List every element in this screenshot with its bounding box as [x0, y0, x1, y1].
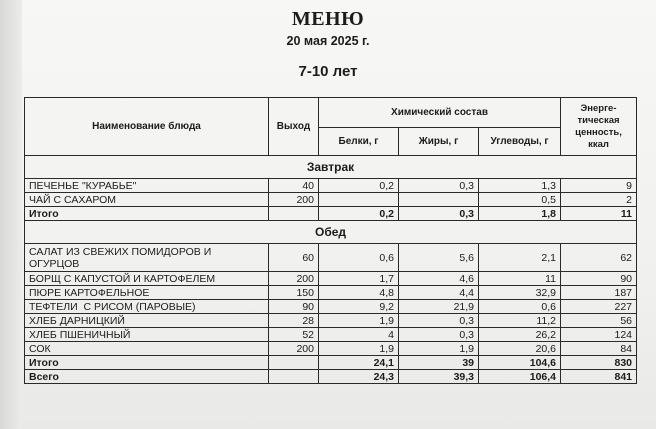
dish-protein [319, 193, 399, 207]
dish-carbs: 0,5 [479, 193, 561, 207]
dish-carbs: 20,6 [479, 342, 561, 356]
section-row-breakfast [25, 156, 637, 179]
dish-carbs: 0,6 [479, 300, 561, 314]
subtotal-label: Итого [25, 207, 269, 221]
dish-name: ТЕФТЕЛИ С РИСОМ (ПАРОВЫЕ) [25, 300, 269, 314]
dish-fat: 0,3 [399, 314, 479, 328]
dish-output: 200 [269, 272, 319, 286]
header-row-1 [25, 98, 637, 128]
menu-table [24, 97, 637, 384]
dish-carbs: 11,2 [479, 314, 561, 328]
dish-name: ЧАЙ С САХАРОМ [25, 193, 269, 207]
dish-output: 52 [269, 328, 319, 342]
dish-protein: 1,7 [319, 272, 399, 286]
dish-fat: 0,3 [399, 328, 479, 342]
energy-header-text: Энерге-тическая ценность, ккал [575, 102, 622, 150]
dish-carbs: 1,3 [479, 179, 561, 193]
dish-fat: 4,6 [399, 272, 479, 286]
subtotal-fat: 0,3 [399, 207, 479, 221]
dish-carbs: 32,9 [479, 286, 561, 300]
dish-output: 40 [269, 179, 319, 193]
dish-fat: 0,3 [399, 179, 479, 193]
grand-total-row [25, 370, 637, 384]
dish-protein: 1,9 [319, 314, 399, 328]
table-row [25, 342, 637, 356]
dish-energy: 9 [561, 179, 637, 193]
dish-fat: 5,6 [399, 244, 479, 272]
section-title: Обед [25, 221, 637, 244]
subtotal-fat: 39 [399, 356, 479, 370]
col-header-output: Выход [269, 98, 319, 156]
grand-total-carbs: 106,4 [479, 370, 561, 384]
dish-energy: 84 [561, 342, 637, 356]
table-row [25, 314, 637, 328]
page-title: МЕНЮ [291, 8, 365, 30]
col-header-carbs: Углеводы, г [479, 128, 561, 156]
table-row [25, 286, 637, 300]
table-row [25, 272, 637, 286]
dish-name: СОК [25, 342, 269, 356]
dish-energy: 124 [561, 328, 637, 342]
subtotal-label: Итого [25, 356, 269, 370]
grand-total-output [269, 370, 319, 384]
dish-energy: 2 [561, 193, 637, 207]
dish-energy: 62 [561, 244, 637, 272]
dish-protein: 0,2 [319, 179, 399, 193]
age-group: 7-10 лет [298, 63, 358, 80]
dish-fat: 21,9 [399, 300, 479, 314]
dish-name: ПЕЧЕНЬЕ "КУРАБЬЕ" [25, 179, 269, 193]
col-header-fat: Жиры, г [399, 128, 479, 156]
dish-energy: 56 [561, 314, 637, 328]
dish-energy: 90 [561, 272, 637, 286]
dish-output: 90 [269, 300, 319, 314]
section-row-lunch [25, 221, 637, 244]
grand-total-energy: 841 [561, 370, 637, 384]
grand-total-fat: 39,3 [399, 370, 479, 384]
dish-output: 200 [269, 193, 319, 207]
section-title: Завтрак [25, 156, 637, 179]
dish-protein: 4,8 [319, 286, 399, 300]
dish-name: ХЛЕБ ДАРНИЦКИЙ [25, 314, 269, 328]
col-header-chem-group: Химический состав [319, 98, 561, 128]
col-header-energy [561, 98, 637, 156]
dish-output: 60 [269, 244, 319, 272]
subtotal-row-breakfast [25, 207, 637, 221]
grand-total-label: Всего [25, 370, 269, 384]
col-header-protein: Белки, г [319, 128, 399, 156]
subtotal-carbs: 104,6 [479, 356, 561, 370]
subtotal-output [269, 207, 319, 221]
dish-output: 28 [269, 314, 319, 328]
dish-fat: 4,4 [399, 286, 479, 300]
table-row [25, 328, 637, 342]
subtotal-protein: 24,1 [319, 356, 399, 370]
table-row [25, 179, 637, 193]
subtotal-energy: 830 [561, 356, 637, 370]
menu-date: 20 мая 2025 г. [286, 34, 370, 48]
grand-total-protein: 24,3 [319, 370, 399, 384]
dish-name: ХЛЕБ ПШЕНИЧНЫЙ [25, 328, 269, 342]
dish-carbs: 2,1 [479, 244, 561, 272]
subtotal-protein: 0,2 [319, 207, 399, 221]
dish-output: 150 [269, 286, 319, 300]
dish-fat [399, 193, 479, 207]
subtotal-output [269, 356, 319, 370]
dish-fat: 1,9 [399, 342, 479, 356]
dish-name: БОРЩ С КАПУСТОЙ И КАРТОФЕЛЕМ [25, 272, 269, 286]
subtotal-energy: 11 [561, 207, 637, 221]
table-row [25, 300, 637, 314]
table-row [25, 193, 637, 207]
dish-protein: 0,6 [319, 244, 399, 272]
dish-protein: 1,9 [319, 342, 399, 356]
dish-energy: 187 [561, 286, 637, 300]
dish-energy: 227 [561, 300, 637, 314]
dish-carbs: 11 [479, 272, 561, 286]
table-row [25, 244, 637, 272]
dish-name: ПЮРЕ КАРТОФЕЛЬНОЕ [25, 286, 269, 300]
dish-protein: 4 [319, 328, 399, 342]
subtotal-row-lunch [25, 356, 637, 370]
subtotal-carbs: 1,8 [479, 207, 561, 221]
dish-name: САЛАТ ИЗ СВЕЖИХ ПОМИДОРОВ И ОГУРЦОВ [25, 244, 269, 272]
dish-protein: 9,2 [319, 300, 399, 314]
dish-output: 200 [269, 342, 319, 356]
dish-carbs: 26,2 [479, 328, 561, 342]
col-header-name: Наименование блюда [25, 98, 269, 156]
